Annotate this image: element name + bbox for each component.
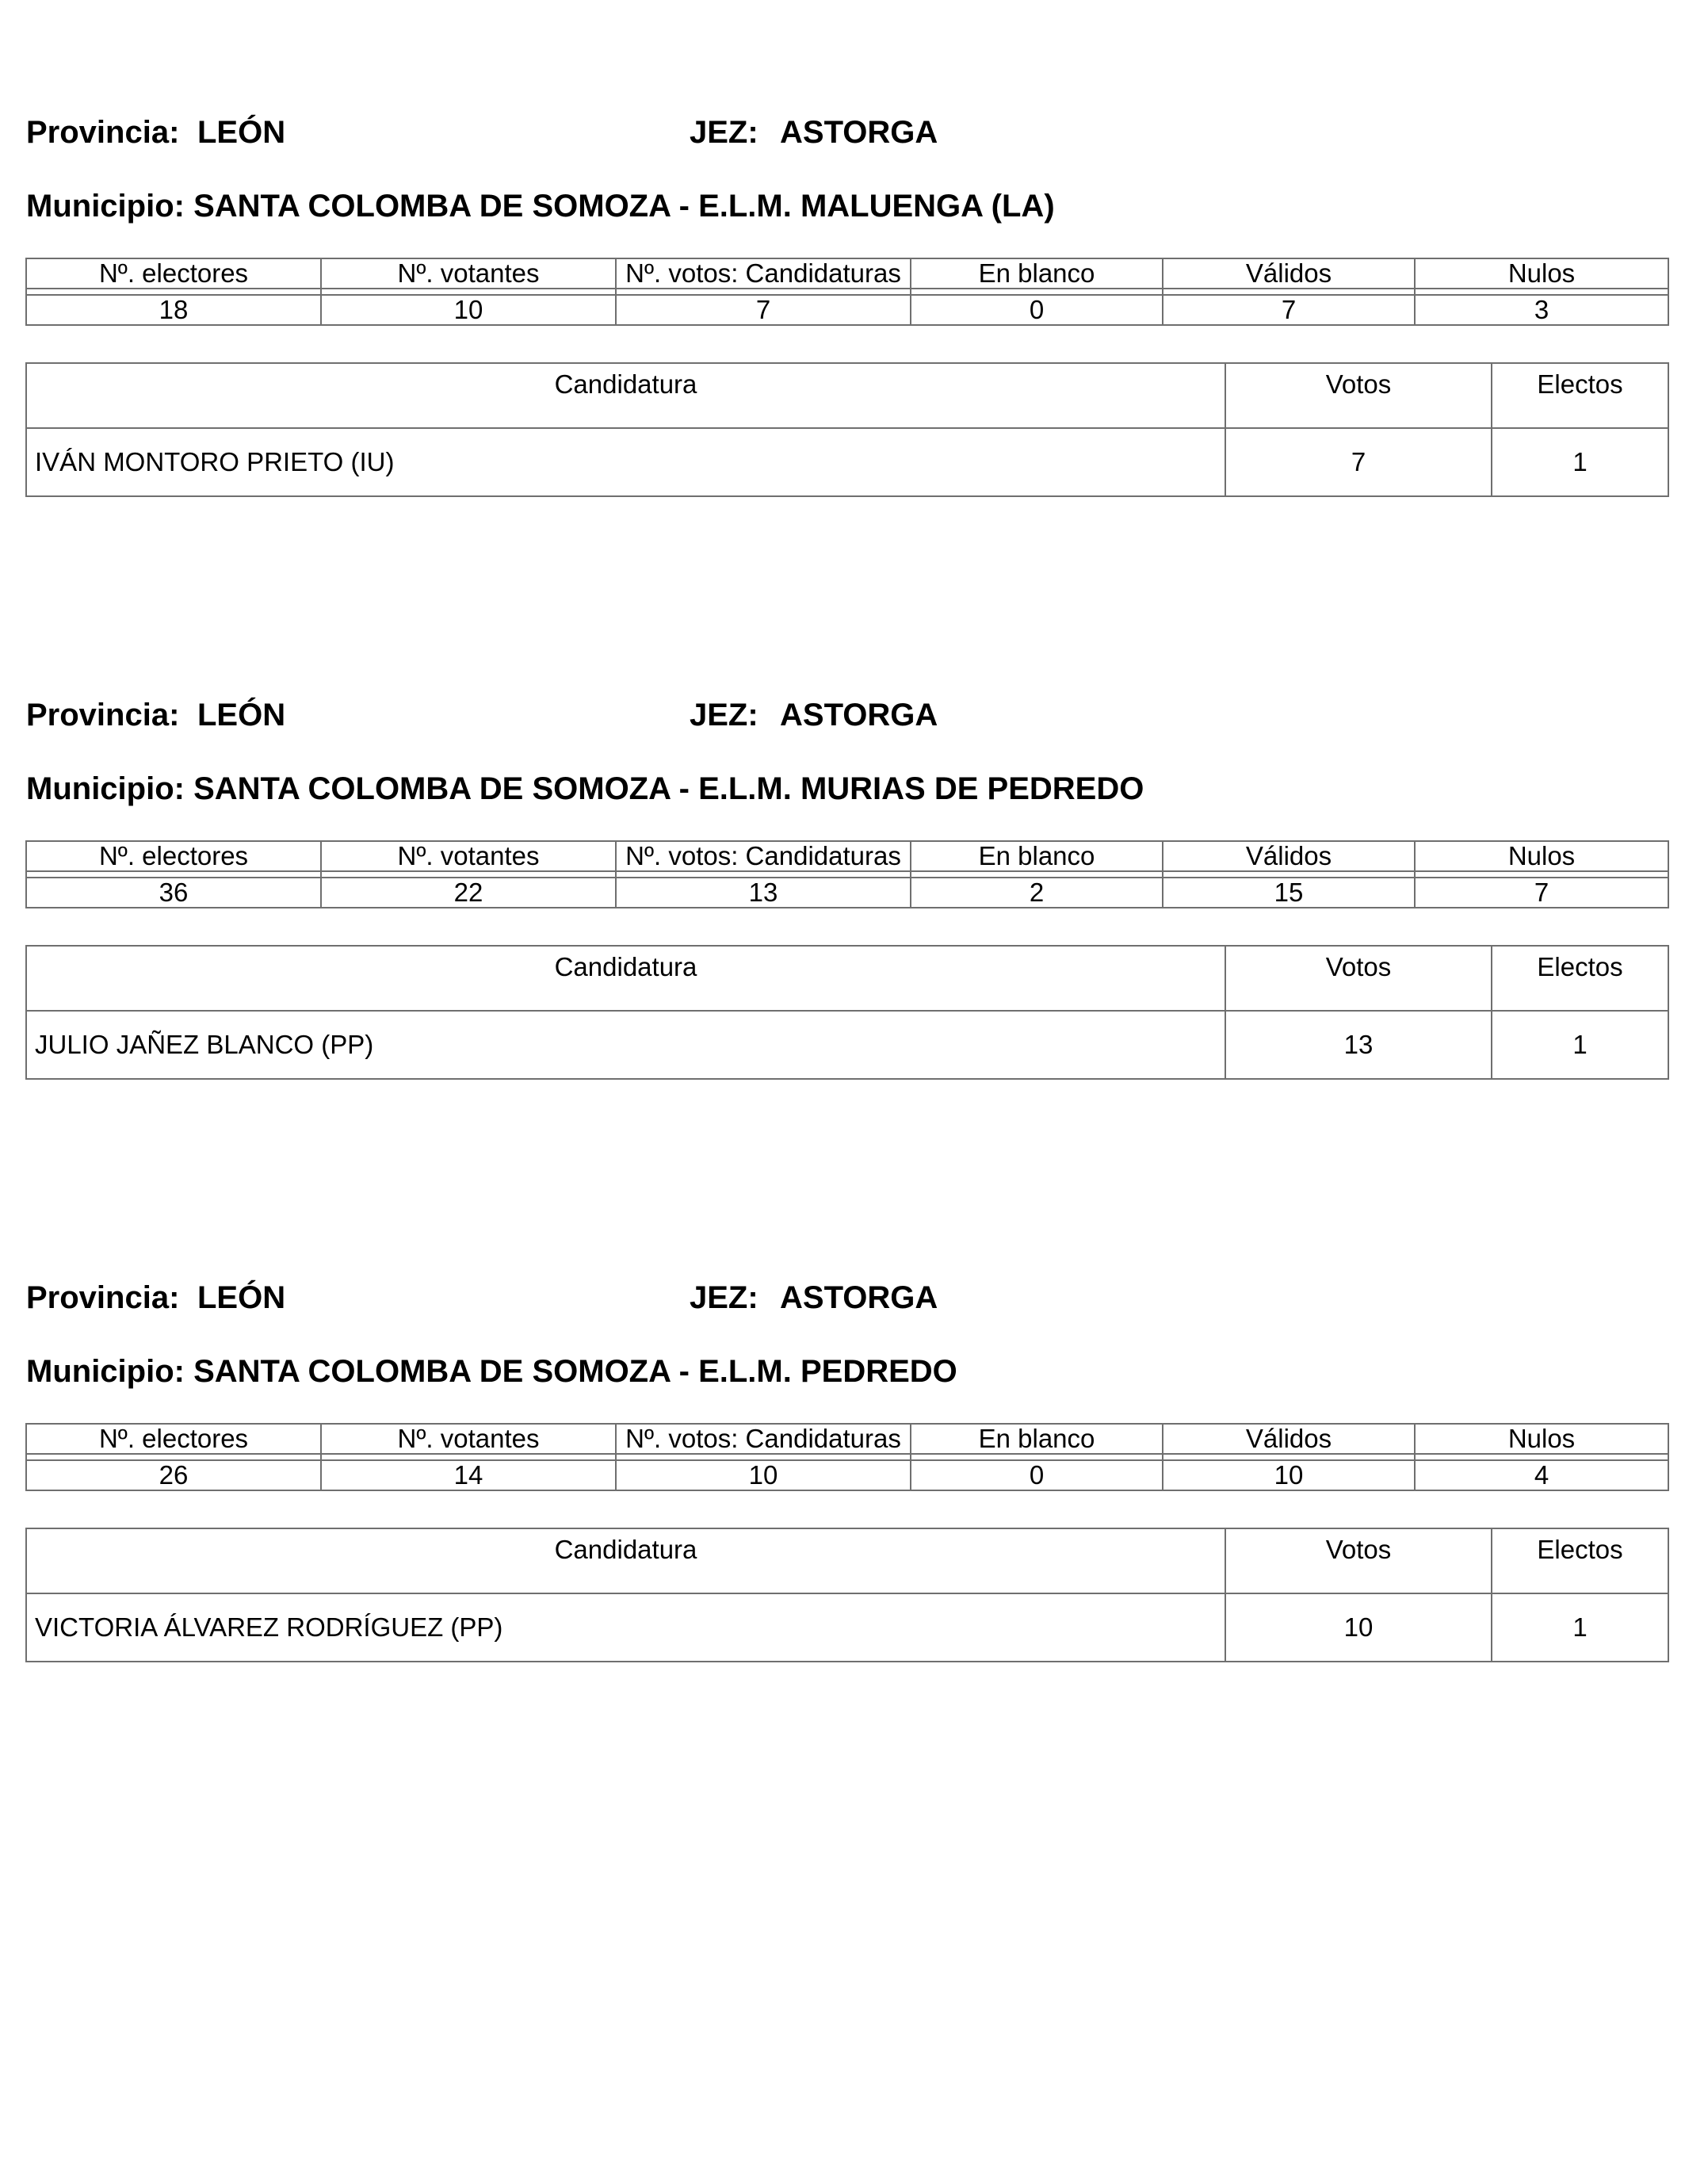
header-votos: Votos <box>1225 363 1492 428</box>
header-electores: Nº. electores <box>26 1424 321 1454</box>
summary-value-row <box>26 295 1668 325</box>
summary-gap <box>26 289 1668 295</box>
value-nulos: 7 <box>1415 878 1668 908</box>
summary-table <box>25 258 1669 326</box>
result-section-pedredo <box>0 1165 1685 1720</box>
provincia-value: LEÓN <box>197 1280 286 1315</box>
header-validos: Válidos <box>1163 841 1415 871</box>
header-nulos: Nulos <box>1415 258 1668 289</box>
value-nulos: 3 <box>1415 295 1668 325</box>
provincia-label: Provincia: <box>26 115 180 150</box>
jez-value: ASTORGA <box>780 1280 938 1315</box>
result-section-murias-de-pedredo <box>0 583 1685 1138</box>
value-en-blanco: 0 <box>911 1460 1163 1490</box>
value-votantes: 22 <box>321 878 616 908</box>
value-en-blanco: 0 <box>911 295 1163 325</box>
header-nulos: Nulos <box>1415 1424 1668 1454</box>
header-electos: Electos <box>1492 946 1668 1011</box>
value-electores: 18 <box>26 295 321 325</box>
candidate-table <box>25 945 1669 1080</box>
header-candidatura: Candidatura <box>26 1528 1225 1593</box>
value-validos: 15 <box>1163 878 1415 908</box>
value-votos-candidaturas: 13 <box>616 878 911 908</box>
header-votantes: Nº. votantes <box>321 1424 616 1454</box>
municipio-title: Municipio: SANTA COLOMBA DE SOMOZA - E.L.M. PEDREDO <box>26 1354 957 1389</box>
header-validos: Válidos <box>1163 1424 1415 1454</box>
municipio-title: Municipio: SANTA COLOMBA DE SOMOZA - E.L.M. MALUENGA (LA) <box>26 189 1055 224</box>
jez-label: JEZ: <box>690 115 758 150</box>
header-en-blanco: En blanco <box>911 841 1163 871</box>
provincia-label: Provincia: <box>26 698 180 732</box>
value-votantes: 10 <box>321 295 616 325</box>
candidate-name: IVÁN MONTORO PRIETO (IU) <box>26 428 1225 496</box>
candidate-row <box>26 1011 1668 1079</box>
value-en-blanco: 2 <box>911 878 1163 908</box>
header-votantes: Nº. votantes <box>321 841 616 871</box>
header-en-blanco: En blanco <box>911 258 1163 289</box>
summary-table <box>25 840 1669 908</box>
header-electores: Nº. electores <box>26 841 321 871</box>
summary-value-row <box>26 878 1668 908</box>
value-validos: 10 <box>1163 1460 1415 1490</box>
header-electos: Electos <box>1492 363 1668 428</box>
summary-table <box>25 1423 1669 1491</box>
value-votos-candidaturas: 7 <box>616 295 911 325</box>
header-candidatura: Candidatura <box>26 946 1225 1011</box>
header-votos: Votos <box>1225 1528 1492 1593</box>
municipio-title: Municipio: SANTA COLOMBA DE SOMOZA - E.L.M. MURIAS DE PEDREDO <box>26 771 1144 806</box>
summary-header-row <box>26 841 1668 871</box>
summary-gap <box>26 871 1668 878</box>
header-votos-candidaturas: Nº. votos: Candidaturas <box>616 258 911 289</box>
header-votos-candidaturas: Nº. votos: Candidaturas <box>616 1424 911 1454</box>
jez-label: JEZ: <box>690 698 758 732</box>
value-nulos: 4 <box>1415 1460 1668 1490</box>
header-electores: Nº. electores <box>26 258 321 289</box>
candidate-row <box>26 1593 1668 1662</box>
candidate-votos: 10 <box>1225 1593 1492 1662</box>
candidate-name: JULIO JAÑEZ BLANCO (PP) <box>26 1011 1225 1079</box>
header-votos-candidaturas: Nº. votos: Candidaturas <box>616 841 911 871</box>
candidate-electos: 1 <box>1492 1593 1668 1662</box>
header-validos: Válidos <box>1163 258 1415 289</box>
candidate-votos: 7 <box>1225 428 1492 496</box>
candidate-row <box>26 428 1668 496</box>
candidate-header-row <box>26 1528 1668 1593</box>
summary-header-row <box>26 1424 1668 1454</box>
header-electos: Electos <box>1492 1528 1668 1593</box>
value-electores: 26 <box>26 1460 321 1490</box>
summary-value-row <box>26 1460 1668 1490</box>
candidate-table <box>25 362 1669 497</box>
jez-value: ASTORGA <box>780 698 938 732</box>
candidate-votos: 13 <box>1225 1011 1492 1079</box>
candidate-name: VICTORIA ÁLVAREZ RODRÍGUEZ (PP) <box>26 1593 1225 1662</box>
value-validos: 7 <box>1163 295 1415 325</box>
candidate-header-row <box>26 946 1668 1011</box>
summary-gap <box>26 1454 1668 1460</box>
value-votantes: 14 <box>321 1460 616 1490</box>
header-nulos: Nulos <box>1415 841 1668 871</box>
jez-label: JEZ: <box>690 1280 758 1315</box>
header-votantes: Nº. votantes <box>321 258 616 289</box>
candidate-table <box>25 1528 1669 1662</box>
candidate-electos: 1 <box>1492 1011 1668 1079</box>
candidate-electos: 1 <box>1492 428 1668 496</box>
summary-header-row <box>26 258 1668 289</box>
result-section-maluenga <box>0 0 1685 555</box>
header-en-blanco: En blanco <box>911 1424 1163 1454</box>
value-votos-candidaturas: 10 <box>616 1460 911 1490</box>
provincia-label: Provincia: <box>26 1280 180 1315</box>
header-votos: Votos <box>1225 946 1492 1011</box>
candidate-header-row <box>26 363 1668 428</box>
value-electores: 36 <box>26 878 321 908</box>
provincia-value: LEÓN <box>197 698 286 732</box>
header-candidatura: Candidatura <box>26 363 1225 428</box>
jez-value: ASTORGA <box>780 115 938 150</box>
provincia-value: LEÓN <box>197 115 286 150</box>
